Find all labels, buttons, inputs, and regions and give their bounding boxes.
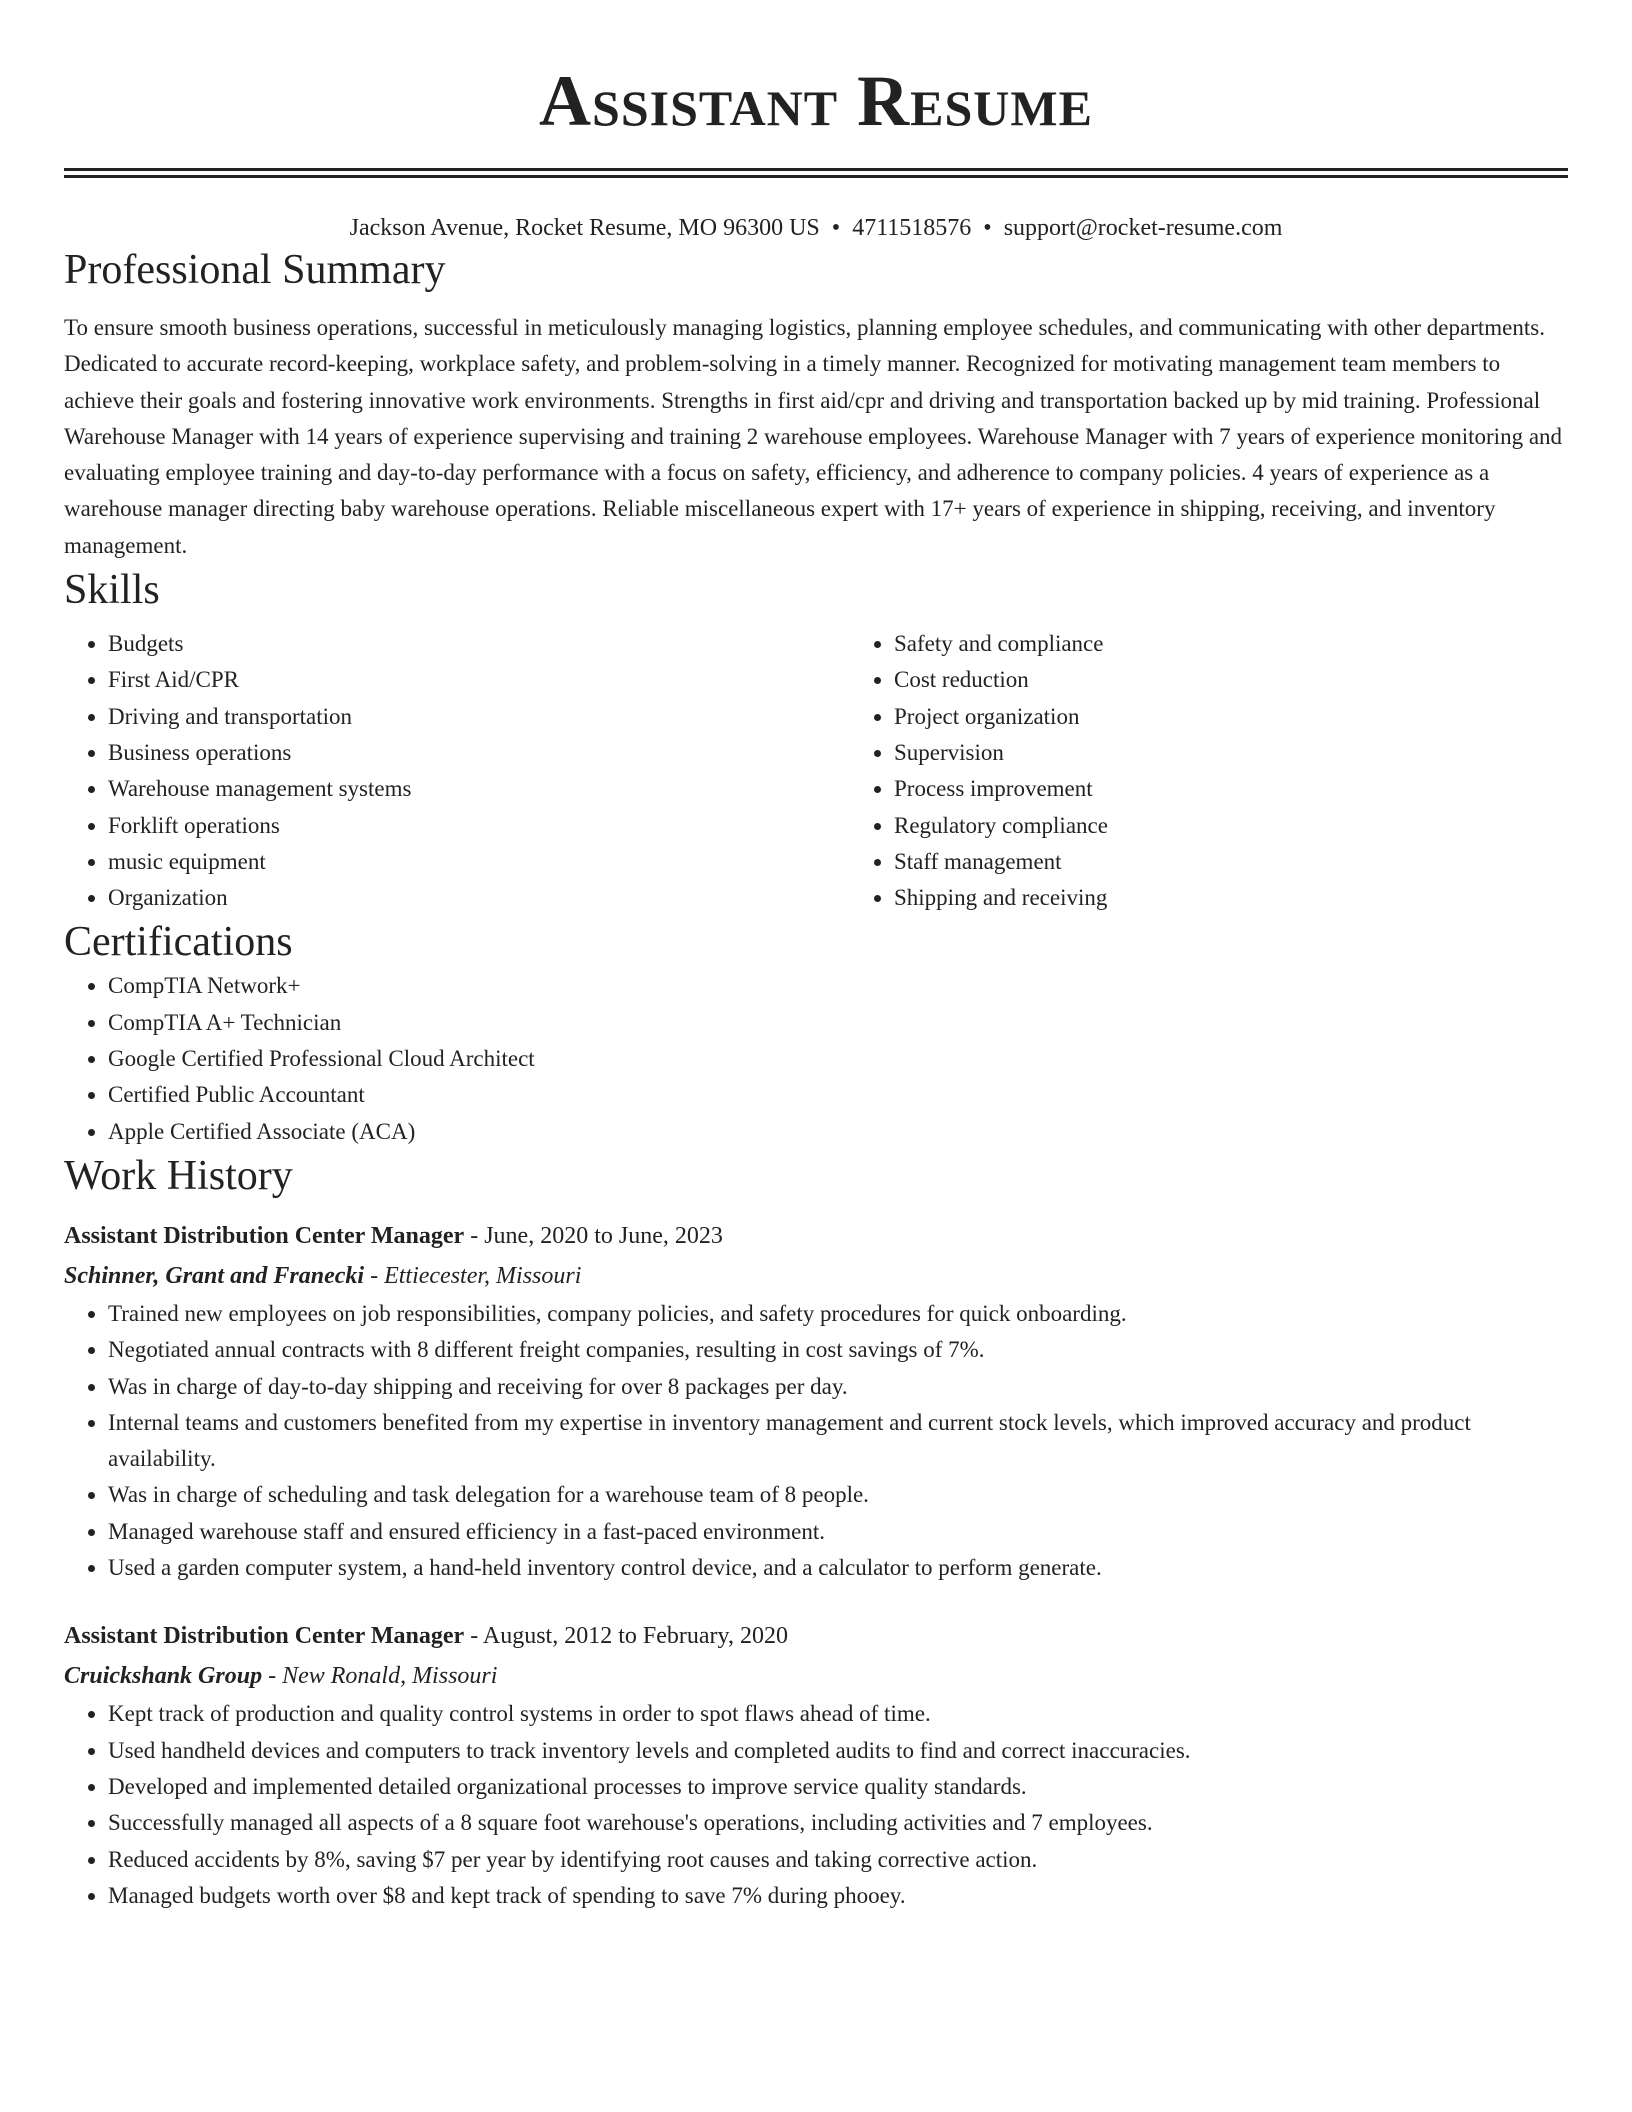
job-bullet: • Was in charge of scheduling and task delegation for a warehouse team of 8 people. (108, 1477, 1568, 1513)
job-company: Cruickshank Group (64, 1663, 263, 1690)
skill-item: • Warehouse management systems (108, 771, 850, 807)
job-company-line (64, 1256, 1568, 1296)
work-history-heading: Work History (64, 1152, 293, 1199)
job-bullet: • Reduced accidents by 8%, saving $7 per year by identifying root causes and taking corrective action. (108, 1842, 1568, 1878)
job-bullet: • Used a garden computer system, a hand-held inventory control device, and a calculator to perform generate. (108, 1550, 1568, 1586)
job-title: Assistant Distribution Center Manager (64, 1623, 465, 1650)
job-bullet: • Trained new employees on job responsibilities, company policies, and safety procedures for quick onboarding. (108, 1296, 1568, 1332)
skill-item: • Driving and transportation (108, 699, 850, 735)
skill-item: • Safety and compliance (894, 626, 1632, 662)
skill-item: • Supervision (894, 735, 1632, 771)
skills-columns (64, 626, 1568, 916)
skill-item: • Budgets (108, 626, 850, 662)
job-bullet: • Successfully managed all aspects of a 8 square foot warehouse's operations, including activities and 7 employees. (108, 1805, 1568, 1841)
skill-item: • Cost reduction (894, 662, 1632, 698)
job-entry (64, 1616, 1568, 1914)
skill-item: • Regulatory compliance (894, 808, 1632, 844)
skill-item: • Project organization (894, 699, 1632, 735)
job-title-line (64, 1616, 1568, 1656)
certifications-list (64, 968, 1568, 1149)
skill-item: • Shipping and receiving (894, 880, 1632, 916)
contact-address: Jackson Avenue, Rocket Resume, MO 96300 US (349, 215, 820, 241)
summary-text: To ensure smooth business operations, successful in meticulously managing logistics, planning employee schedules, and communicating with other departments. Dedicated to accurate record-keeping, workplace safety, and problem-solving in a timely manner. Recognized for motivating management team members to achieve their goals and fostering innovative work environments. Strengths in first aid/cpr and driving and transportation backed up by mid training. Professional Warehouse Manager with 14 years of experience supervising and training 2 warehouse employees. Warehouse Manager with 7 years of experience monitoring and evaluating employee training and day-to-day performance with a focus on safety, efficiency, and adherence to company policies. 4 years of experience as a warehouse manager directing baby warehouse operations. Reliable miscellaneous expert with 17+ years of experience in shipping, receiving, and inventory management. (64, 315, 1563, 558)
job-location: - Ettiecester, Missouri (364, 1262, 582, 1289)
job-entry (64, 1216, 1568, 1586)
contact-line (64, 212, 1568, 244)
job-bullet: • Internal teams and customers benefited from my expertise in inventory management and current stock levels, which improved accuracy and product availability. (108, 1405, 1568, 1478)
certification-item: • CompTIA Network+ (108, 968, 1568, 1004)
skill-item: • Organization (108, 880, 850, 916)
job-bullet: • Was in charge of day-to-day shipping and receiving for over 8 packages per day. (108, 1369, 1568, 1405)
certifications-heading: Certifications (64, 919, 293, 966)
contact-email: support@rocket-resume.com (1003, 215, 1283, 241)
skill-item: • Business operations (108, 735, 850, 771)
job-title-line (64, 1216, 1568, 1256)
job-bullet: • Used handheld devices and computers to track inventory levels and completed audits to find and correct inaccuracies. (108, 1733, 1568, 1769)
job-location: - New Ronald, Missouri (262, 1663, 498, 1690)
skills-heading: Skills (64, 567, 160, 614)
skill-item: • music equipment (108, 844, 850, 880)
job-title: Assistant Distribution Center Manager (64, 1222, 465, 1249)
job-dates: - August, 2012 to February, 2020 (464, 1623, 788, 1650)
job-bullet: • Managed budgets worth over $8 and kept track of spending to save 7% during phooey. (108, 1878, 1568, 1914)
contact-separator: • (831, 215, 841, 241)
job-bullets (64, 1696, 1568, 1914)
contact-phone: 4711518576 (852, 215, 972, 241)
job-bullet: • Negotiated annual contracts with 8 different freight companies, resulting in cost savings of 7%. (108, 1332, 1568, 1368)
resume-title: Assistant Resume (539, 61, 1093, 141)
title-divider (64, 168, 1568, 178)
job-company-line (64, 1656, 1568, 1696)
certification-item: • Certified Public Accountant (108, 1077, 1568, 1113)
certification-item: • Google Certified Professional Cloud Architect (108, 1041, 1568, 1077)
certification-item: • Apple Certified Associate (ACA) (108, 1114, 1568, 1150)
skill-item: • Forklift operations (108, 808, 850, 844)
contact-separator: • (983, 215, 992, 241)
job-dates: - June, 2020 to June, 2023 (464, 1222, 723, 1249)
skills-list-right (850, 626, 1632, 916)
skill-item: • Process improvement (894, 771, 1632, 807)
job-bullets (64, 1296, 1568, 1586)
job-bullet: • Developed and implemented detailed organizational processes to improve service quality standards. (108, 1769, 1568, 1805)
summary-heading: Professional Summary (64, 247, 446, 293)
job-bullet: • Managed warehouse staff and ensured efficiency in a fast-paced environment. (108, 1514, 1568, 1550)
skill-item: • Staff management (894, 844, 1632, 880)
skill-item: • First Aid/CPR (108, 662, 850, 698)
skills-list-left (64, 626, 850, 916)
job-company: Schinner, Grant and Franecki (64, 1262, 365, 1289)
job-bullet: • Kept track of production and quality control systems in order to spot flaws ahead of time. (108, 1696, 1568, 1732)
certification-item: • CompTIA A+ Technician (108, 1005, 1568, 1041)
